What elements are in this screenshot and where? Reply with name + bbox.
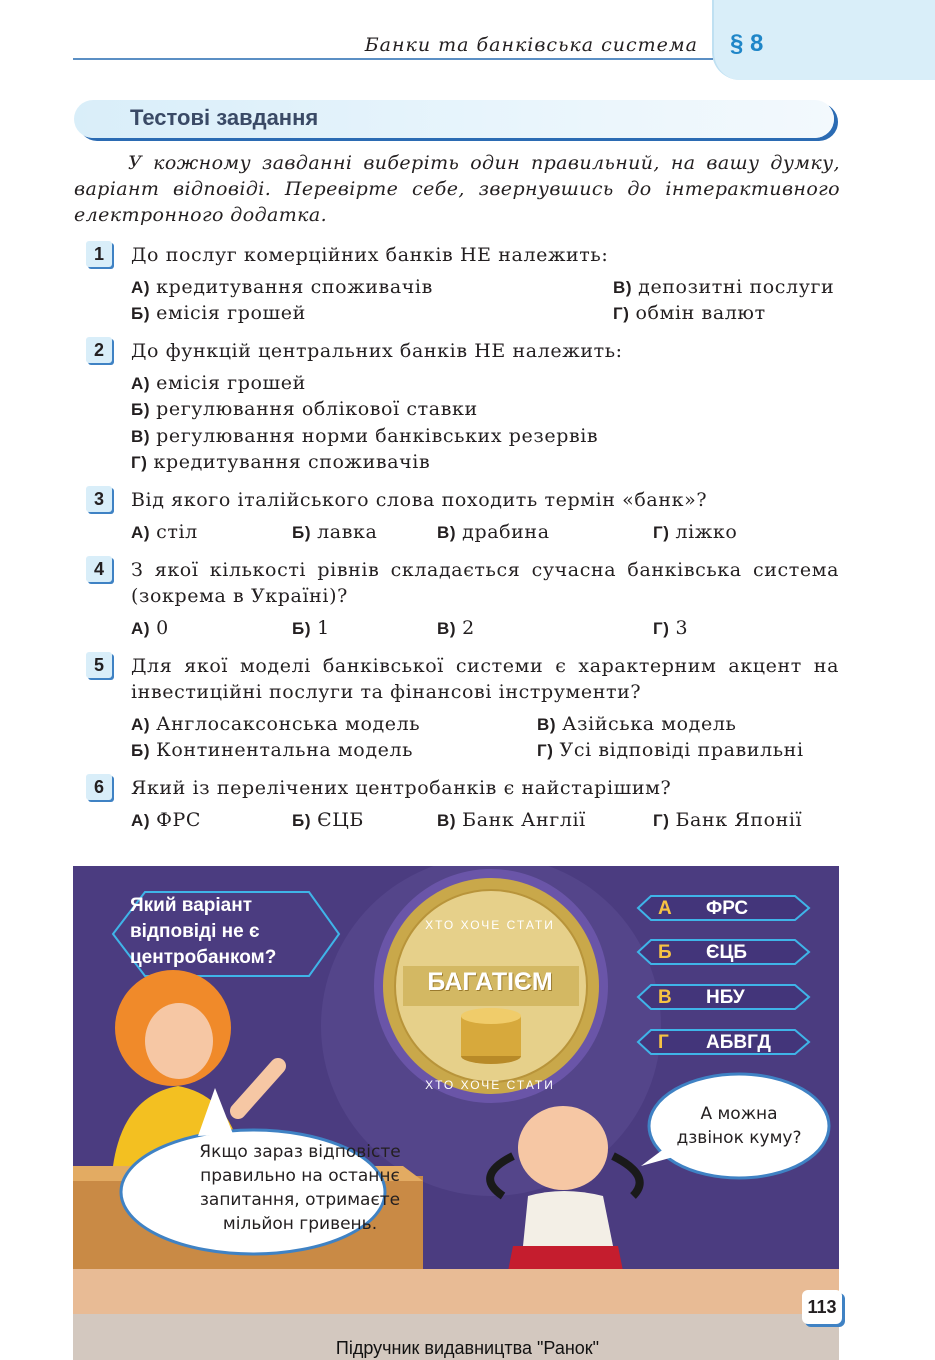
publisher-footer: Підручник видавництва "Ранок"	[335, 1338, 600, 1358]
section-intro	[74, 150, 840, 228]
question-5-option-v[interactable]	[537, 711, 736, 738]
player-face	[518, 1106, 608, 1190]
question-4-option-v[interactable]	[437, 615, 475, 642]
option-text: депозитні послуги	[638, 276, 835, 298]
question-4-text: З якої кількості рівнів складається сучасна банківська система (зокрема в Україні)?	[131, 559, 839, 607]
option-text: 0	[156, 617, 169, 639]
section-title: Тестові завдання	[130, 105, 319, 130]
option-text: обмін валют	[635, 302, 766, 324]
option-letter: Г)	[653, 523, 670, 542]
question-2-text: До функцій центральних банків НЕ належить:	[131, 340, 623, 362]
option-text: стіл	[156, 521, 198, 543]
answer-v-label: НБУ	[706, 987, 745, 1008]
option-letter: Б)	[131, 400, 151, 419]
running-title: Банки та банківська система	[364, 34, 698, 56]
question-6-number: 6	[86, 774, 112, 800]
question-6-option-v[interactable]	[437, 807, 586, 834]
question-5-option-b[interactable]	[131, 737, 413, 764]
host-arm	[238, 1066, 278, 1111]
option-letter: Г)	[613, 304, 630, 323]
question-2-option-g[interactable]	[131, 449, 430, 476]
answer-g-label: АБВГД	[706, 1032, 771, 1053]
option-letter: Б)	[292, 811, 312, 830]
player-mustache-right	[613, 1156, 640, 1196]
answer-a-label: ФРС	[706, 898, 749, 919]
option-text: емісія грошей	[156, 372, 306, 394]
question-6-text: Який із перелічених центробанків є найстарішим?	[131, 777, 672, 799]
answer-v-letter: В	[658, 987, 672, 1008]
option-text: ЄЦБ	[317, 809, 364, 831]
option-letter: Б)	[131, 741, 151, 760]
option-letter: В)	[537, 715, 557, 734]
question-5-option-a[interactable]	[131, 711, 420, 738]
option-text: 2	[462, 617, 475, 639]
coin-bottom-text: ХТО ХОЧЕ СТАТИ	[425, 1078, 555, 1092]
question-4-option-a[interactable]	[131, 615, 169, 642]
question-3-option-v[interactable]	[437, 519, 550, 546]
option-letter: А)	[131, 811, 151, 830]
question-4-number: 4	[86, 556, 112, 582]
question-1-option-a[interactable]	[131, 274, 433, 301]
question-1-option-b[interactable]	[131, 300, 306, 327]
question-5-number: 5	[86, 652, 112, 678]
option-text: кредитування споживачів	[153, 451, 431, 473]
option-letter: Г)	[653, 619, 670, 638]
answer-b-label: ЄЦБ	[706, 942, 748, 963]
question-1-number: 1	[86, 241, 112, 267]
option-letter: В)	[437, 811, 457, 830]
option-letter: Г)	[131, 453, 148, 472]
option-letter: Г)	[653, 811, 670, 830]
option-text: 3	[675, 617, 689, 639]
option-letter: В)	[437, 523, 457, 542]
question-5-text: Для якої моделі банківської системи є характерним акцент на інвестиційні послуги та фінансові інструменти?	[131, 655, 839, 703]
option-letter: Г)	[537, 741, 554, 760]
question-6-option-a[interactable]	[131, 807, 201, 834]
option-letter: Б)	[292, 523, 312, 542]
question-6-option-g[interactable]	[653, 807, 802, 834]
question-2-option-b[interactable]	[131, 396, 478, 423]
section-intro-text: У кожному завданні виберіть один правильний, на вашу думку, варіант відповіді. Перевірте себе, звернувшись до інтерактивного електронного додатка.	[74, 152, 840, 226]
option-text: ФРС	[156, 809, 202, 831]
question-3-option-b[interactable]	[292, 519, 377, 546]
question-2-number: 2	[86, 337, 112, 363]
option-letter: В)	[131, 427, 151, 446]
host-speech-text: Якщо зараз відповісте правильно на останнє запитання, отримаєте мільйон гривень.	[199, 1142, 401, 1234]
option-letter: А)	[131, 278, 151, 297]
question-1-option-g[interactable]	[613, 300, 766, 327]
coin-stack-top	[461, 1008, 521, 1024]
option-letter: А)	[131, 374, 151, 393]
option-text: Континентальна модель	[156, 739, 414, 761]
question-3-option-a[interactable]	[131, 519, 198, 546]
coin-center-text: БАГАТІЄМ	[427, 968, 553, 996]
option-letter: А)	[131, 715, 151, 734]
option-text: регулювання норми банківських резервів	[156, 425, 599, 447]
question-6-option-b[interactable]	[292, 807, 364, 834]
answer-a-letter: А	[658, 898, 672, 919]
paragraph-number: § 8	[730, 30, 764, 57]
page-number: 113	[802, 1290, 842, 1324]
option-text: Англосаксонська модель	[156, 713, 421, 735]
player-shirt	[523, 1191, 613, 1246]
question-4-option-b[interactable]	[292, 615, 330, 642]
option-text: Азійська модель	[562, 713, 737, 735]
option-letter: В)	[613, 278, 633, 297]
option-letter: Б)	[292, 619, 312, 638]
option-text: регулювання облікової ставки	[156, 398, 478, 420]
option-text: лавка	[317, 521, 378, 543]
option-text: 1	[317, 617, 330, 639]
option-text: Банк Японії	[675, 809, 803, 831]
option-text: драбина	[462, 521, 550, 543]
question-5-option-g[interactable]	[537, 737, 804, 764]
option-letter: А)	[131, 619, 151, 638]
question-4-option-g[interactable]	[653, 615, 688, 642]
option-text: Банк Англії	[462, 809, 586, 831]
option-letter: А)	[131, 523, 151, 542]
option-letter: Б)	[131, 304, 151, 323]
coin-top-text: ХТО ХОЧЕ СТАТИ	[425, 918, 555, 932]
question-2-option-a[interactable]	[131, 370, 306, 397]
answer-g-letter: Г	[658, 1032, 669, 1053]
question-3-option-g[interactable]	[653, 519, 737, 546]
option-text: емісія грошей	[156, 302, 306, 324]
player-speech-text: А можна дзвінок куму?	[676, 1104, 802, 1148]
quiz-question-text: Який варіант відповіді не є центробанком?	[130, 895, 277, 968]
option-letter: В)	[437, 619, 457, 638]
option-text: Усі відповіді правильні	[559, 739, 804, 761]
option-text: кредитування споживачів	[156, 276, 433, 298]
option-text: ліжко	[675, 521, 738, 543]
question-1-text: До послуг комерційних банків НЕ належить:	[131, 244, 609, 266]
question-3-text: Від якого італійського слова походить термін «банк»?	[131, 489, 708, 511]
question-1-option-v[interactable]	[613, 274, 834, 301]
stage-floor	[73, 1269, 839, 1314]
answer-b-letter: Б	[658, 942, 672, 963]
question-3-number: 3	[86, 486, 112, 512]
host-face	[145, 1003, 213, 1079]
question-2-option-v[interactable]	[131, 423, 598, 450]
header-rule	[73, 58, 713, 60]
